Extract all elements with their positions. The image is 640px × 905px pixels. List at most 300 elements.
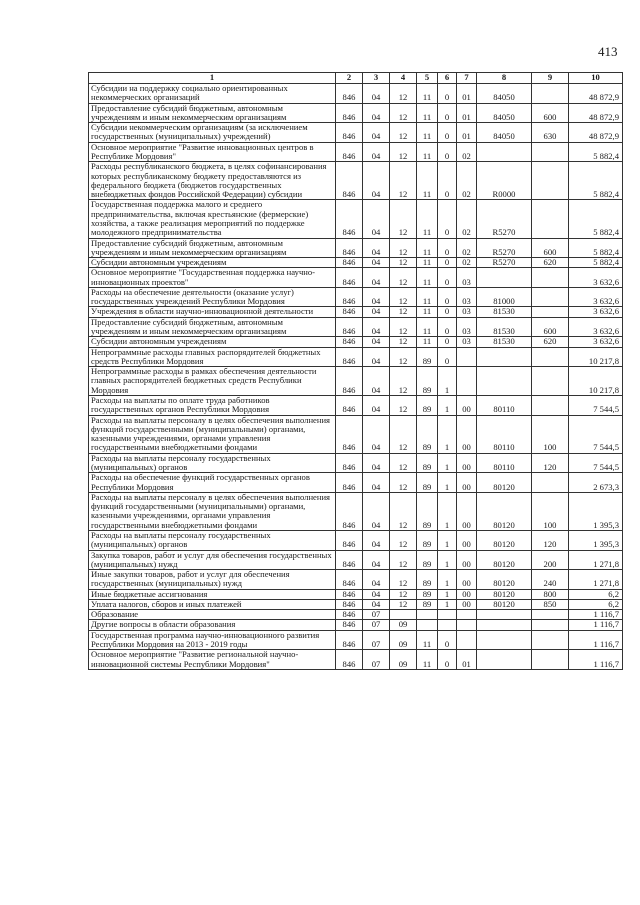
- subsection-cell: 12: [390, 550, 417, 570]
- amount-cell: 1 395,3: [569, 492, 623, 530]
- ministry-code-cell: 846: [336, 570, 363, 590]
- amount-cell: 1 271,8: [569, 570, 623, 590]
- subprogram-cell: 1: [438, 473, 457, 493]
- ministry-code-cell: 846: [336, 610, 363, 620]
- program-cell: 11: [417, 200, 438, 238]
- expense-name-cell: Основное мероприятие "Развитие инновационных центров в Республике Мордовия": [89, 142, 336, 162]
- direction-cell: [477, 630, 532, 650]
- header-cell: 8: [477, 73, 532, 84]
- expense-type-cell: [532, 162, 569, 200]
- table-row: [89, 473, 623, 493]
- ministry-code-cell: 846: [336, 492, 363, 530]
- activity-cell: 01: [457, 103, 477, 123]
- section-cell: 04: [363, 268, 390, 288]
- ministry-code-cell: 846: [336, 550, 363, 570]
- table-row: [89, 200, 623, 238]
- ministry-code-cell: 846: [336, 287, 363, 307]
- section-cell: 04: [363, 238, 390, 258]
- page-number: 413: [598, 44, 618, 59]
- direction-cell: 80110: [477, 415, 532, 453]
- activity-cell: 03: [457, 268, 477, 288]
- ministry-code-cell: 846: [336, 238, 363, 258]
- table-row: [89, 415, 623, 453]
- ministry-code-cell: 846: [336, 530, 363, 550]
- section-cell: 04: [363, 162, 390, 200]
- direction-cell: [477, 268, 532, 288]
- subsection-cell: 12: [390, 123, 417, 143]
- program-cell: 89: [417, 550, 438, 570]
- table-row: [89, 589, 623, 599]
- direction-cell: [477, 650, 532, 670]
- program-cell: 11: [417, 650, 438, 670]
- ministry-code-cell: 846: [336, 103, 363, 123]
- subsection-cell: 12: [390, 453, 417, 473]
- subprogram-cell: 1: [438, 570, 457, 590]
- header-cell: 3: [363, 73, 390, 84]
- program-cell: 89: [417, 599, 438, 609]
- table-row: [89, 347, 623, 367]
- expense-name-cell: Расходы на выплаты персоналу государственных (муниципальных) органов: [89, 453, 336, 473]
- expense-type-cell: [532, 367, 569, 396]
- expense-type-cell: [532, 142, 569, 162]
- expense-name-cell: Учреждения в области научно-инновационной деятельности: [89, 307, 336, 317]
- subsection-cell: 12: [390, 599, 417, 609]
- subprogram-cell: 0: [438, 630, 457, 650]
- expense-type-cell: 600: [532, 238, 569, 258]
- expense-type-cell: 240: [532, 570, 569, 590]
- subsection-cell: 12: [390, 492, 417, 530]
- direction-cell: 80120: [477, 599, 532, 609]
- header-cell: 9: [532, 73, 569, 84]
- ministry-code-cell: 846: [336, 268, 363, 288]
- table-row: [89, 317, 623, 337]
- ministry-code-cell: 846: [336, 650, 363, 670]
- expense-type-cell: 620: [532, 337, 569, 347]
- ministry-code-cell: 846: [336, 415, 363, 453]
- expense-type-cell: 200: [532, 550, 569, 570]
- activity-cell: 03: [457, 307, 477, 317]
- program-cell: 89: [417, 473, 438, 493]
- expense-type-cell: 100: [532, 492, 569, 530]
- subprogram-cell: 0: [438, 200, 457, 238]
- header-cell: 7: [457, 73, 477, 84]
- table-row: [89, 103, 623, 123]
- table-row: [89, 268, 623, 288]
- amount-cell: 5 882,4: [569, 258, 623, 268]
- section-cell: 07: [363, 650, 390, 670]
- subsection-cell: 12: [390, 200, 417, 238]
- ministry-code-cell: 846: [336, 200, 363, 238]
- program-cell: 89: [417, 396, 438, 416]
- subsection-cell: 12: [390, 317, 417, 337]
- direction-cell: 84050: [477, 103, 532, 123]
- direction-cell: 84050: [477, 84, 532, 104]
- direction-cell: [477, 347, 532, 367]
- expense-name-cell: Расходы на выплаты по оплате труда работников государственных органов Республики Мордовия: [89, 396, 336, 416]
- program-cell: 89: [417, 530, 438, 550]
- section-cell: 04: [363, 317, 390, 337]
- activity-cell: 01: [457, 84, 477, 104]
- subsection-cell: 12: [390, 570, 417, 590]
- header-cell: 1: [89, 73, 336, 84]
- amount-cell: 6,2: [569, 599, 623, 609]
- ministry-code-cell: 846: [336, 258, 363, 268]
- direction-cell: [477, 142, 532, 162]
- subprogram-cell: [438, 610, 457, 620]
- section-cell: 04: [363, 492, 390, 530]
- subsection-cell: 12: [390, 337, 417, 347]
- program-cell: 11: [417, 238, 438, 258]
- program-cell: 11: [417, 103, 438, 123]
- expense-name-cell: Субсидии автономным учреждениям: [89, 258, 336, 268]
- activity-cell: 02: [457, 162, 477, 200]
- table-row: [89, 396, 623, 416]
- subprogram-cell: 0: [438, 317, 457, 337]
- expense-type-cell: [532, 84, 569, 104]
- direction-cell: 80120: [477, 550, 532, 570]
- direction-cell: 80120: [477, 492, 532, 530]
- direction-cell: 81000: [477, 287, 532, 307]
- subprogram-cell: 0: [438, 162, 457, 200]
- subprogram-cell: [438, 620, 457, 630]
- subprogram-cell: 1: [438, 453, 457, 473]
- expense-type-cell: [532, 650, 569, 670]
- header-cell: 5: [417, 73, 438, 84]
- amount-cell: 1 271,8: [569, 550, 623, 570]
- section-cell: 04: [363, 473, 390, 493]
- expense-type-cell: [532, 396, 569, 416]
- subprogram-cell: 1: [438, 415, 457, 453]
- expense-name-cell: Непрограммные расходы в рамках обеспечения деятельности главных распорядителей бюджетных средств Республики Мордовия: [89, 367, 336, 396]
- table-row: [89, 367, 623, 396]
- amount-cell: 48 872,9: [569, 103, 623, 123]
- amount-cell: 7 544,5: [569, 396, 623, 416]
- program-cell: 11: [417, 268, 438, 288]
- activity-cell: 01: [457, 123, 477, 143]
- table-row: [89, 258, 623, 268]
- subsection-cell: 12: [390, 347, 417, 367]
- activity-cell: 00: [457, 415, 477, 453]
- activity-cell: 02: [457, 200, 477, 238]
- section-cell: 04: [363, 530, 390, 550]
- table-row: [89, 610, 623, 620]
- expense-name-cell: Другие вопросы в области образования: [89, 620, 336, 630]
- direction-cell: 80120: [477, 570, 532, 590]
- ministry-code-cell: 846: [336, 307, 363, 317]
- ministry-code-cell: 846: [336, 317, 363, 337]
- expense-type-cell: 800: [532, 589, 569, 599]
- expense-name-cell: Расходы на выплаты персоналу государственных (муниципальных) органов: [89, 530, 336, 550]
- ministry-code-cell: 846: [336, 84, 363, 104]
- expense-type-cell: 100: [532, 415, 569, 453]
- program-cell: [417, 620, 438, 630]
- expense-name-cell: Закупка товаров, работ и услуг для обеспечения государственных (муниципальных) нужд: [89, 550, 336, 570]
- expense-type-cell: 600: [532, 103, 569, 123]
- amount-cell: 2 673,3: [569, 473, 623, 493]
- table-row: [89, 570, 623, 590]
- expense-name-cell: Уплата налогов, сборов и иных платежей: [89, 599, 336, 609]
- expense-name-cell: Предоставление субсидий бюджетным, автономным учреждениям и иным некоммерческим организациям: [89, 317, 336, 337]
- table-row: [89, 453, 623, 473]
- subprogram-cell: 0: [438, 307, 457, 317]
- activity-cell: 03: [457, 317, 477, 337]
- table-row: [89, 492, 623, 530]
- ministry-code-cell: 846: [336, 599, 363, 609]
- expense-name-cell: Расходы на обеспечение функций государственных органов Республики Мордовия: [89, 473, 336, 493]
- expense-name-cell: Субсидии автономным учреждениям: [89, 337, 336, 347]
- expense-name-cell: Иные бюджетные ассигнования: [89, 589, 336, 599]
- amount-cell: 5 882,4: [569, 142, 623, 162]
- expense-name-cell: Субсидии на поддержку социально ориентированных некоммерческих организаций: [89, 84, 336, 104]
- ministry-code-cell: 846: [336, 142, 363, 162]
- expense-type-cell: [532, 347, 569, 367]
- direction-cell: 80120: [477, 473, 532, 493]
- direction-cell: [477, 610, 532, 620]
- subprogram-cell: 0: [438, 287, 457, 307]
- ministry-code-cell: 846: [336, 347, 363, 367]
- amount-cell: 48 872,9: [569, 84, 623, 104]
- program-cell: 11: [417, 123, 438, 143]
- ministry-code-cell: 846: [336, 630, 363, 650]
- subsection-cell: 12: [390, 415, 417, 453]
- program-cell: 89: [417, 570, 438, 590]
- amount-cell: 3 632,6: [569, 287, 623, 307]
- section-cell: 07: [363, 630, 390, 650]
- program-cell: 11: [417, 317, 438, 337]
- amount-cell: 3 632,6: [569, 307, 623, 317]
- expense-name-cell: Расходы республиканского бюджета, в целях софинансирования которых республиканскому бюджету предоставляются из федерального бюджета (бюджетов государственных внебюджетных фондов Российской Федерации) субсидии: [89, 162, 336, 200]
- expense-type-cell: [532, 620, 569, 630]
- ministry-code-cell: 846: [336, 396, 363, 416]
- activity-cell: 00: [457, 589, 477, 599]
- ministry-code-cell: 846: [336, 620, 363, 630]
- direction-cell: [477, 620, 532, 630]
- direction-cell: 81530: [477, 307, 532, 317]
- direction-cell: 84050: [477, 123, 532, 143]
- table-row: [89, 550, 623, 570]
- ministry-code-cell: 846: [336, 589, 363, 599]
- program-cell: 11: [417, 287, 438, 307]
- subsection-cell: 12: [390, 530, 417, 550]
- expense-name-cell: Образование: [89, 610, 336, 620]
- subsection-cell: 12: [390, 307, 417, 317]
- expense-name-cell: Субсидии некоммерческим организациям (за исключением государственных (муниципальных) учреждений): [89, 123, 336, 143]
- section-cell: 04: [363, 200, 390, 238]
- table-row: [89, 530, 623, 550]
- program-cell: 89: [417, 347, 438, 367]
- section-cell: 04: [363, 103, 390, 123]
- section-cell: 04: [363, 337, 390, 347]
- subprogram-cell: 0: [438, 650, 457, 670]
- activity-cell: 03: [457, 287, 477, 307]
- table-row: [89, 287, 623, 307]
- expense-type-cell: 630: [532, 123, 569, 143]
- expense-type-cell: [532, 307, 569, 317]
- table-row: [89, 630, 623, 650]
- activity-cell: 00: [457, 473, 477, 493]
- expense-name-cell: Расходы на обеспечение деятельности (оказание услуг) государственных учреждений Республики Мордовия: [89, 287, 336, 307]
- subsection-cell: 12: [390, 367, 417, 396]
- activity-cell: [457, 630, 477, 650]
- amount-cell: 7 544,5: [569, 415, 623, 453]
- program-cell: 11: [417, 630, 438, 650]
- ministry-code-cell: 846: [336, 473, 363, 493]
- ministry-code-cell: 846: [336, 162, 363, 200]
- section-cell: 04: [363, 258, 390, 268]
- subsection-cell: 09: [390, 650, 417, 670]
- subsection-cell: 12: [390, 396, 417, 416]
- table-row: [89, 123, 623, 143]
- expense-type-cell: 120: [532, 453, 569, 473]
- expense-name-cell: Основное мероприятие "Развитие региональной научно-инновационной системы Республики Мордовия": [89, 650, 336, 670]
- direction-cell: R5270: [477, 258, 532, 268]
- subsection-cell: 09: [390, 620, 417, 630]
- direction-cell: R0000: [477, 162, 532, 200]
- program-cell: 11: [417, 258, 438, 268]
- program-cell: 11: [417, 84, 438, 104]
- section-cell: 04: [363, 550, 390, 570]
- program-cell: 11: [417, 307, 438, 317]
- amount-cell: 1 116,7: [569, 650, 623, 670]
- activity-cell: 01: [457, 650, 477, 670]
- activity-cell: 02: [457, 142, 477, 162]
- direction-cell: 81530: [477, 337, 532, 347]
- direction-cell: R5270: [477, 238, 532, 258]
- program-cell: [417, 610, 438, 620]
- direction-cell: 81530: [477, 317, 532, 337]
- expense-name-cell: Государственная поддержка малого и среднего предпринимательства, включая крестьянские (фермерские) хозяйства, а также реализация мероприятий по поддержке молодежного предпринимательства: [89, 200, 336, 238]
- subsection-cell: 12: [390, 162, 417, 200]
- header-cell: 6: [438, 73, 457, 84]
- activity-cell: 02: [457, 258, 477, 268]
- subsection-cell: 12: [390, 142, 417, 162]
- subsection-cell: 12: [390, 268, 417, 288]
- section-cell: 04: [363, 396, 390, 416]
- expense-name-cell: Государственная программа научно-инновационного развития Республики Мордовия на 2013 - 2019 годы: [89, 630, 336, 650]
- subsection-cell: 12: [390, 473, 417, 493]
- subprogram-cell: 1: [438, 589, 457, 599]
- subprogram-cell: 0: [438, 123, 457, 143]
- subsection-cell: 12: [390, 287, 417, 307]
- program-cell: 89: [417, 492, 438, 530]
- expense-type-cell: 600: [532, 317, 569, 337]
- subprogram-cell: 0: [438, 103, 457, 123]
- header-cell: 2: [336, 73, 363, 84]
- activity-cell: [457, 347, 477, 367]
- activity-cell: 00: [457, 453, 477, 473]
- expense-name-cell: Непрограммные расходы главных распорядителей бюджетных средств Республики Мордовия: [89, 347, 336, 367]
- amount-cell: 10 217,8: [569, 367, 623, 396]
- section-cell: 04: [363, 589, 390, 599]
- amount-cell: 10 217,8: [569, 347, 623, 367]
- subprogram-cell: 1: [438, 492, 457, 530]
- subprogram-cell: 1: [438, 367, 457, 396]
- expense-name-cell: Иные закупки товаров, работ и услуг для обеспечения государственных (муниципальных) нужд: [89, 570, 336, 590]
- activity-cell: 00: [457, 530, 477, 550]
- activity-cell: 00: [457, 396, 477, 416]
- direction-cell: 80120: [477, 589, 532, 599]
- amount-cell: 5 882,4: [569, 200, 623, 238]
- ministry-code-cell: 846: [336, 367, 363, 396]
- table-row: [89, 337, 623, 347]
- subprogram-cell: 0: [438, 347, 457, 367]
- direction-cell: 80110: [477, 453, 532, 473]
- program-cell: 89: [417, 589, 438, 599]
- amount-cell: 5 882,4: [569, 238, 623, 258]
- budget-expenditure-table: [88, 72, 623, 670]
- table-row: [89, 162, 623, 200]
- amount-cell: 5 882,4: [569, 162, 623, 200]
- table-row: [89, 620, 623, 630]
- expense-type-cell: [532, 610, 569, 620]
- program-cell: 89: [417, 453, 438, 473]
- subsection-cell: 12: [390, 84, 417, 104]
- amount-cell: 1 116,7: [569, 630, 623, 650]
- section-cell: 04: [363, 307, 390, 317]
- header-cell: 4: [390, 73, 417, 84]
- subsection-cell: 12: [390, 238, 417, 258]
- expense-type-cell: [532, 287, 569, 307]
- activity-cell: 00: [457, 570, 477, 590]
- expense-type-cell: [532, 200, 569, 238]
- expense-name-cell: Предоставление субсидий бюджетным, автономным учреждениям и иным некоммерческим организациям: [89, 103, 336, 123]
- header-cell: 10: [569, 73, 623, 84]
- expense-type-cell: 620: [532, 258, 569, 268]
- expense-type-cell: [532, 630, 569, 650]
- expense-name-cell: Предоставление субсидий бюджетным, автономным учреждениям и иным некоммерческим организациям: [89, 238, 336, 258]
- expense-name-cell: Расходы на выплаты персоналу в целях обеспечения выполнения функций государственными (муниципальными) органами, казенными учреждениями, органами управления государственными внебюджетными фондами: [89, 492, 336, 530]
- amount-cell: 1 116,7: [569, 610, 623, 620]
- subprogram-cell: 1: [438, 550, 457, 570]
- section-cell: 04: [363, 287, 390, 307]
- subprogram-cell: 0: [438, 268, 457, 288]
- section-cell: 04: [363, 84, 390, 104]
- section-cell: 07: [363, 620, 390, 630]
- activity-cell: 03: [457, 337, 477, 347]
- program-cell: 89: [417, 367, 438, 396]
- section-cell: 04: [363, 142, 390, 162]
- activity-cell: 00: [457, 550, 477, 570]
- program-cell: 11: [417, 162, 438, 200]
- subprogram-cell: 1: [438, 599, 457, 609]
- subprogram-cell: 0: [438, 84, 457, 104]
- subsection-cell: [390, 610, 417, 620]
- program-cell: 11: [417, 337, 438, 347]
- activity-cell: [457, 367, 477, 396]
- section-cell: 04: [363, 599, 390, 609]
- program-cell: 11: [417, 142, 438, 162]
- direction-cell: [477, 367, 532, 396]
- activity-cell: 02: [457, 238, 477, 258]
- subprogram-cell: 0: [438, 258, 457, 268]
- amount-cell: 6,2: [569, 589, 623, 599]
- ministry-code-cell: 846: [336, 123, 363, 143]
- table-row: [89, 307, 623, 317]
- subsection-cell: 12: [390, 103, 417, 123]
- subsection-cell: 12: [390, 258, 417, 268]
- section-cell: 04: [363, 367, 390, 396]
- direction-cell: 80110: [477, 396, 532, 416]
- expense-name-cell: Расходы на выплаты персоналу в целях обеспечения выполнения функций государственными (муниципальными) органами, казенными учреждениями, органами управления государственными внебюджетными фондами: [89, 415, 336, 453]
- subsection-cell: 12: [390, 589, 417, 599]
- subprogram-cell: 0: [438, 238, 457, 258]
- subprogram-cell: 0: [438, 142, 457, 162]
- table-row: [89, 650, 623, 670]
- subprogram-cell: 1: [438, 530, 457, 550]
- amount-cell: 7 544,5: [569, 453, 623, 473]
- ministry-code-cell: 846: [336, 337, 363, 347]
- subprogram-cell: 0: [438, 337, 457, 347]
